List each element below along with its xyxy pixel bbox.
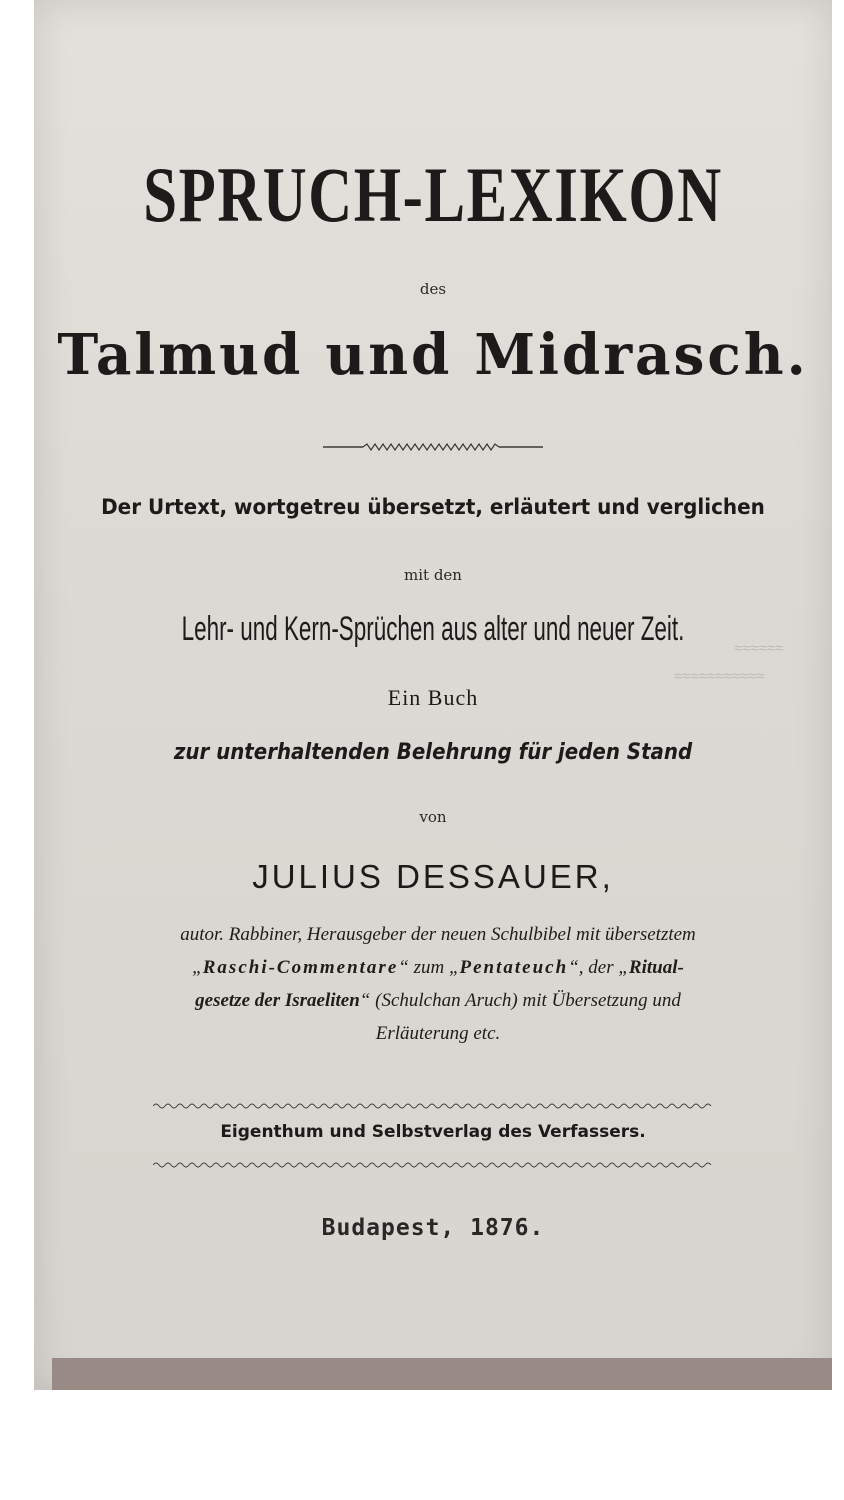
author-name: JULIUS DESSAUER,: [252, 858, 614, 895]
description-line-3: [62, 984, 814, 1017]
wave-divider: [34, 1096, 832, 1115]
publisher-line: Eigenthum und Selbstverlag des Verfassers.: [220, 1122, 646, 1142]
word-des: des: [419, 280, 447, 298]
description-line-1: autor. Rabbiner, Herausgeber der neuen Schulbibel mit übersetztem: [180, 924, 696, 945]
text-zum: “ zum „: [398, 957, 460, 978]
quote-open: „: [192, 957, 203, 978]
description-line-4: Erläuterung etc.: [375, 1023, 501, 1044]
line-urtext: Der Urtext, wortgetreu übersetzt, erläutert und verglichen: [101, 495, 765, 519]
bleed-through-text: ≈≈≈≈≈≈: [734, 640, 784, 657]
line-zur-belehrung: zur unterhaltenden Belehrung für jeden Stand: [173, 740, 693, 765]
title-page: [34, 0, 832, 1390]
place-and-year: Budapest, 1876.: [321, 1215, 545, 1241]
raschi-commentare: Raschi-Commentare: [202, 957, 399, 978]
description-line-2: [62, 951, 814, 984]
text-schulchan-aruch: “ (Schulchan Aruch) mit Übersetzung und: [359, 990, 681, 1011]
words-mit-den: mit den: [404, 566, 462, 584]
wave-divider: [34, 1155, 832, 1174]
book-subtitle: Talmud und Midrasch.: [57, 322, 809, 388]
words-ein-buch: Ein Buch: [387, 685, 479, 710]
book-title: SPRUCH-LEXIKON: [143, 151, 723, 238]
pentateuch: Pentateuch: [459, 957, 569, 978]
author-description: [62, 918, 814, 1050]
text-der: “, der „: [568, 957, 629, 978]
bleed-through-text: ≈≈≈≈≈≈≈≈≈≈≈: [674, 668, 765, 685]
wave-divider: [34, 438, 832, 457]
page-bottom-edge: [52, 1358, 832, 1390]
gesetze-der-israeliten: gesetze der Israeliten: [195, 990, 360, 1011]
ritual: Ritual-: [628, 957, 684, 978]
line-lehr-und-kern: Lehr- und Kern-Sprüchen aus alter und neuer Zeit.: [181, 610, 685, 648]
word-von: von: [419, 808, 447, 826]
